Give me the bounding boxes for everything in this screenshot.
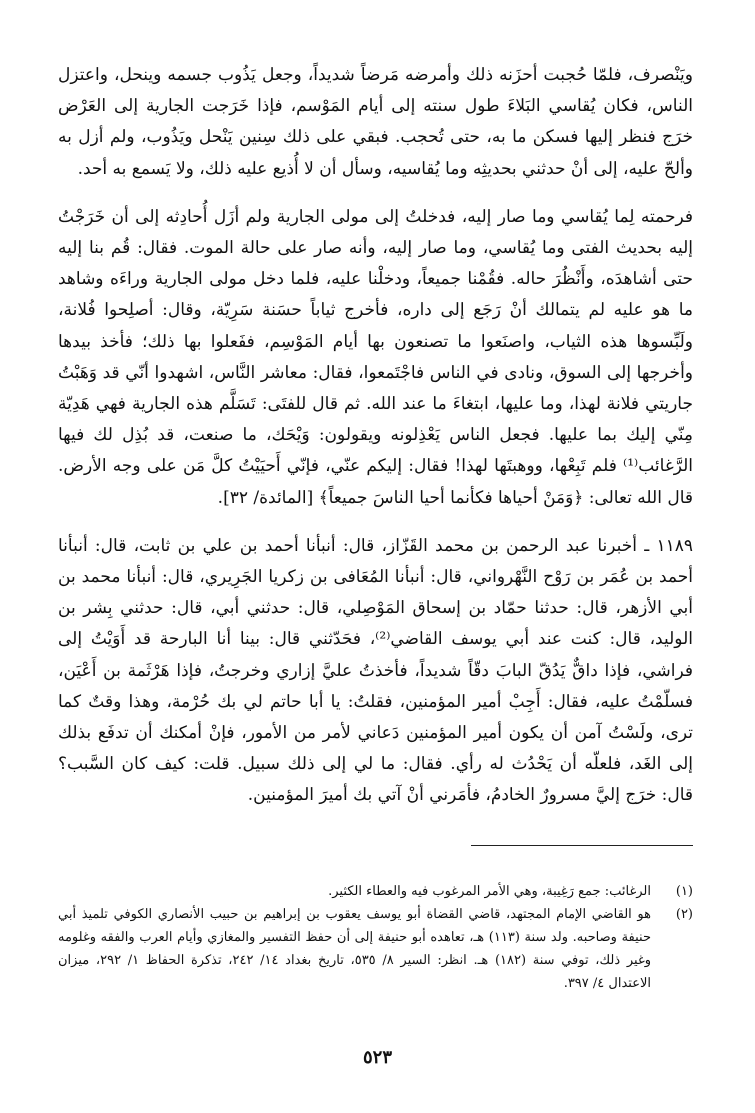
- page-number: ٥٢٣: [362, 1047, 392, 1068]
- main-text: [58, 60, 693, 812]
- footnote-text: هو القاضي الإمام المجتهد، قاضي القضاة أبو يوسف يعقوب بن إبراهيم بن حبيب الأنصاري الكوفي تلميذ أبي حنيفة وصاحبه. ولد سنة (١١٣) هـ، تعاهده أبو حنيفة إلى أن حفظ التفسير والمغازي وأيام العرب والفقه وغلومه وغير ذلك، توفي سنة (١٨٢) هـ. انظر: السير ٨/ ٥٣٥، تاريخ بغداد ١٤/ ٢٤٢، تذكرة الحفاظ ١/ ٢٩٢، ميزان الاعتدال ٤/ ٣٩٧.: [58, 907, 652, 991]
- paragraph: ويَنْصرف، فلمّا حُجبت أحزَنه ذلك وأمرضه مَرضاً شديداً، وجعل يَذُوب جسمه وينحل، واعتزل الناس، فكان يُقاسي البَلاءَ طول سنته إلى أيام المَوْسم، فإذا خَرَجت الجارية إلى العَرْض خرَج فنظر إليها فسكن ما به، حتى تُحجب. فبقي على ذلك سِنين يَنْحل ويَذُوب، ولم أزل به وألحّ عليه، إلى أنْ حدثني بحديثِه وما يُقاسيه، وسأل أن لا أُذيع عليه ذلك، ولا يَسمع به أحد.: [58, 65, 693, 179]
- paragraph: ١١٨٩ ـ أخبرنا عبد الرحمن بن محمد القَزّاز، قال: أنبأنا أحمد بن علي بن ثابت، قال: أنبأنا أحمد بن عُمَر بن رَوْح النَّهْرواني، قال: أنبأنا المُعَافى بن زكريا الجَرِيري، قال: أنبأنا محمد بن أبي الأزهر، قال: حدثنا حمّاد بن إسحاق المَوْصِلي، قال: حدثني أبي، قال: حدثني بِشر بن الوليد، قال: كنت عند أبي يوسف القاضي⁽²⁾، فحَدّثني قال: بينا أنا البارحة قد أَوَيْتُ إلى فراشي، فإذا داقٌّ يَدُقّ البابَ دقّاً شديداً، فأخذتُ عليَّ إزاري وخرجتُ، فإذا هَرْثَمة بن أَعْيَن، فسلّمْتُ عليه، فقال: أَجِبْ أمير المؤمنين، فقلتُ: يا أبا حاتم لي بك حُرْمة، وهذا وقتٌ كما ترى، ولَسْتُ آمن أن يكون أمير المؤمنين دَعاني لأمر من الأمور، فإنْ أمكنك أن تدفَع بذلك إلى الغَد، فلعلّه أن يَحْدُث له رأي. فقال: ما لي إلى ذلك سبيل. قلت: كيف كان السَّبب؟ قال: خرَج إليَّ مسرورٌ الخادمُ، فأمَرني أنْ آتي بك أميرَ المؤمنين.: [58, 535, 693, 806]
- footnote: [58, 903, 693, 995]
- footnote-divider: [471, 845, 693, 846]
- footnote: [58, 880, 693, 903]
- footnote-text: الرغائب: جمع رَغِيبة، وهي الأمر المرغوب فيه والعطاء الكثير.: [328, 884, 651, 899]
- footnotes: [58, 880, 693, 995]
- paragraph: فرحمته لِما يُقاسي وما صار إليه، فدخلتُ إلى مولى الجارية ولم أزَل أُحادِثه إلى أن خَرَجْتُ إليه بحديث الفتى وما يُقاسي، وما صار إليه، وأنه صار على حالة الموت. فقال: قُم بنا إليه حتى أشاهدَه، وأَنْظُرَ حاله. فقُمْنا جميعاً، ودخلْنا عليه، فلما دخل مولى الجارية وراءَه وشاهد ما هو عليه لم يتمالك أنْ رَجَع إلى داره، فأخرج ثياباً حسَنة سَرِيّة، وقال: أصلِحوا فُلانة، ولَبِّسوها هذه الثياب، واصنَعوا ما تصنعون بها أيام المَوْسِم، ففَعلوا بها ذلك؛ فأخذ بيدها وأخرجها إلى السوق، ونادى في الناس فاجْتَمعوا، فقال: معاشر النَّاس، اشهدوا أنّي قد وَهَبْتُ جاريتي فلانة لهذا، وما عليها، ابتغاءَ ما عند الله. ثم قال للفتَى: تَسَلَّم هذه الجارية فهي هَدِيّة مِنّي إليك بما عليها. فجعل الناس يَعْذِلونه ويقولون: وَيْحَك، ما صنعت، قد بُذِل لك فيها الرَّغائب⁽¹⁾ فلم تَبِعْها، ووهبتَها لهذا! فقال: إليكم عنّي، فإنّي أَحيَيْتُ كلَّ مَن على وجه الأرض. قال الله تعالى: ﴿وَمَنْ أحياها فكأنما أحيا الناسَ جميعاً﴾ [المائدة/ ٣٢].: [58, 206, 693, 508]
- footnote-number: (٢): [675, 907, 693, 922]
- footnote-number: (١): [675, 884, 693, 899]
